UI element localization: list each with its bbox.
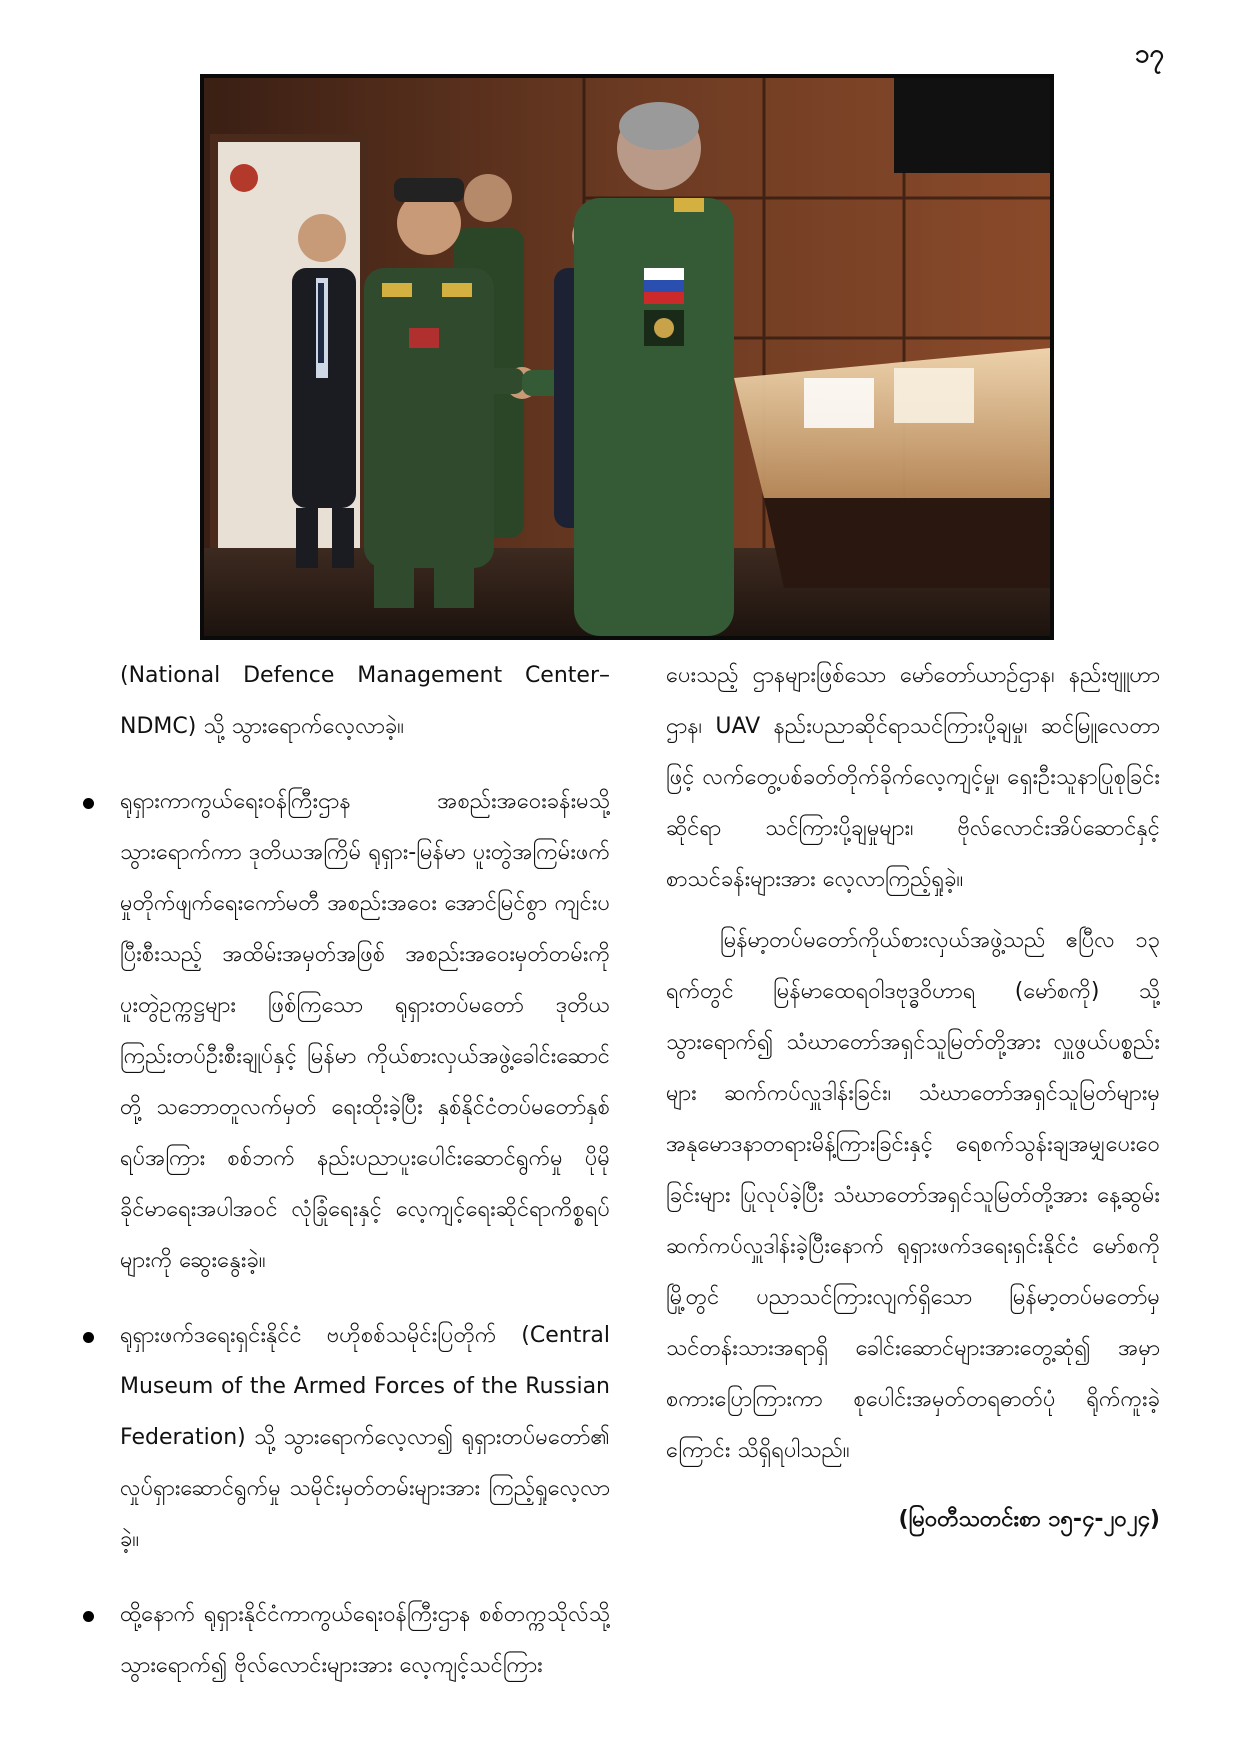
bullet-item xyxy=(120,1310,610,1565)
right-column xyxy=(666,650,1160,1545)
intro-paragraph: (National Defence Management Center–NDMC) သို့ သွားရောက်လေ့လာခဲ့။ xyxy=(120,663,610,739)
bullet-text: ရုရှားကာကွယ်ရေးဝန်ကြီးဌာန အစည်းအဝေးခန်းမသို့ သွားရောက်ကာ ဒုတိယအကြိမ် ရုရှား-မြန်မာ ပူးတွဲအကြမ်းဖက်မှုတိုက်ဖျက်ရေးကော်မတီ အစည်းအဝေး အောင်မြင်စွာ ကျင်းပပြီးစီးသည့် အထိမ်းအမှတ်အဖြစ် အစည်းအဝေးမှတ်တမ်းကို ပူးတွဲဥက္ကဋ္ဌများ ဖြစ်ကြသော ရုရှားတပ်မတော် ဒုတိယကြည်းတပ်ဦးစီးချုပ်နှင့် မြန်မာ ကိုယ်စားလှယ်အဖွဲ့ခေါင်းဆောင်တို့ သဘောတူလက်မှတ် ရေးထိုးခဲ့ပြီး နှစ်နိုင်ငံတပ်မတော်နှစ်ရပ်အကြား စစ်ဘက် နည်းပညာပူးပေါင်းဆောင်ရွက်မှု ပိုမိုခိုင်မာရေးအပါအဝင် လုံခြုံရေးနှင့် လေ့ကျင့်ရေးဆိုင်ရာကိစ္စရပ်များကို ဆွေးနွေးခဲ့။ xyxy=(120,789,610,1273)
continuation-paragraph: ပေးသည့် ဌာနများဖြစ်သော မော်တော်ယာဉ်ဌာန၊ နည်းဗျူဟာဌာန၊ UAV နည်းပညာဆိုင်ရာသင်ကြားပို့ချမှု၊ ဆင်မြူလေတာဖြင့် လက်တွေ့ပစ်ခတ်တိုက်ခိုက်လေ့ကျင့်မှု၊ ရှေးဦးသူနာပြုစုခြင်းဆိုင်ရာ သင်ကြားပို့ချမှုများ၊ ဗိုလ်လောင်းအိပ်ဆောင်နှင့် စာသင်ခန်းများအား လေ့လာကြည့်ရှုခဲ့။ xyxy=(666,663,1160,892)
page-number: ၁၇ xyxy=(1134,39,1164,69)
bullet-icon xyxy=(83,798,94,809)
photo-illustration xyxy=(204,78,1050,636)
left-column xyxy=(120,650,610,1691)
bullet-item xyxy=(120,776,610,1286)
source-attribution: (မြဝတီသတင်းစာ ၁၅-၄-၂၀၂၄) xyxy=(898,1507,1160,1532)
bullet-icon xyxy=(83,1332,94,1343)
bullet-icon xyxy=(83,1611,94,1622)
bullet-item xyxy=(120,1589,610,1691)
bullet-text: ထို့နောက် ရုရှားနိုင်ငံကာကွယ်ရေးဝန်ကြီးဌာန စစ်တက္ကသိုလ်သို့သွားရောက်၍ ဗိုလ်လောင်းများအား လေ့ကျင့်သင်ကြား xyxy=(120,1602,610,1678)
bullet-text: ရုရှားဖက်ဒရေးရှင်းနိုင်ငံ ဗဟိုစစ်သမိုင်းပြတိုက် (Central Museum of the Armed Forces of the Russian Federation) သို့ သွားရောက်လေ့လာ၍ ရုရှားတပ်မတော်၏ လှုပ်ရှားဆောင်ရွက်မှု သမိုင်းမှတ်တမ်းများအား ကြည့်ရှုလေ့လာခဲ့။ xyxy=(120,1323,610,1552)
news-photo xyxy=(200,74,1054,640)
body-paragraph: မြန်မာ့တပ်မတော်ကိုယ်စားလှယ်အဖွဲ့သည် ဧပြီလ ၁၃ ရက်တွင် မြန်မာထေရဝါဒဗုဒ္ဓဝိဟာရ (မော်စကို) သို့သွားရောက်၍ သံဃာတော်အရှင်သူမြတ်တို့အား လှူဖွယ်ပစ္စည်းများ ဆက်ကပ်လှူဒါန်းခြင်း၊ သံဃာတော်အရှင်သူမြတ်များမှ အနုမောဒနာတရားမိန့်ကြားခြင်းနှင့် ရေစက်သွန်းချအမျှပေးဝေခြင်းများ ပြုလုပ်ခဲ့ပြီး သံဃာတော်အရှင်သူမြတ်တို့အား နေ့ဆွမ်းဆက်ကပ်လှူဒါန်းခဲ့ပြီးနောက် ရုရှားဖက်ဒရေးရှင်းနိုင်ငံ မော်စကိုမြို့တွင် ပညာသင်ကြားလျက်ရှိသော မြန်မာ့တပ်မတော်မှ သင်တန်းသားအရာရှိ ခေါင်းဆောင်များအားတွေ့ဆုံ၍ အမှာစကားပြောကြားကာ စုပေါင်းအမှတ်တရဓာတ်ပုံ ရိုက်ကူးခဲ့ကြောင်း သိရှိရပါသည်။ xyxy=(666,928,1160,1463)
